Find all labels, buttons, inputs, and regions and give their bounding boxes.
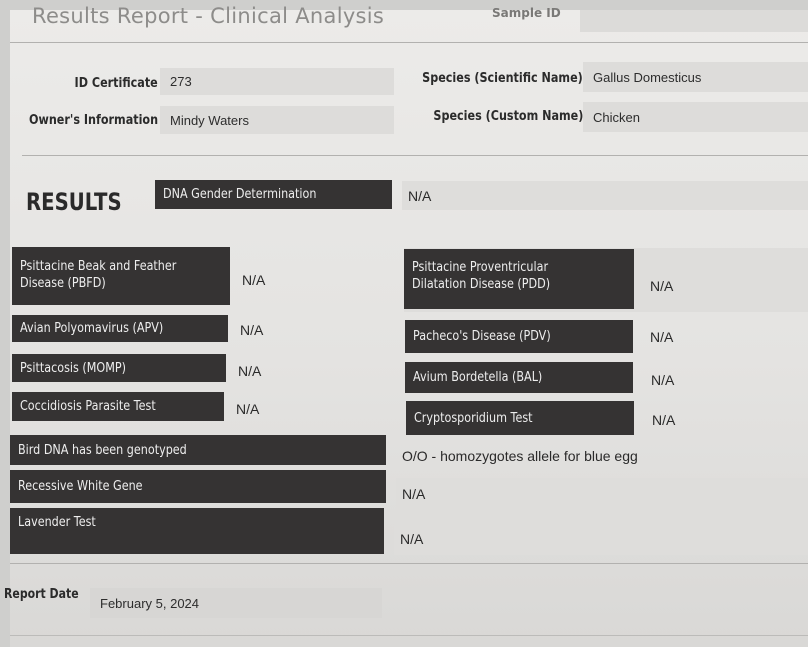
species-scientific-label: Species (Scientific Name) (422, 71, 583, 86)
test-label-recessive-white: Recessive White Gene (10, 470, 386, 503)
divider (10, 635, 808, 636)
test-label-apv: Avian Polyomavirus (APV) (12, 315, 228, 342)
dna-gender-value: N/A (402, 181, 808, 210)
species-custom-label: Species (Custom Name) (433, 109, 583, 124)
test-label-lavender: Lavender Test (10, 508, 384, 554)
test-value-pdd: N/A (650, 278, 674, 294)
report-page (4, 4, 808, 647)
test-value-coccidiosis: N/A (236, 401, 260, 417)
divider (10, 563, 808, 564)
sample-id-label: Sample ID (492, 6, 561, 20)
species-custom-value: Chicken (583, 102, 808, 132)
report-date-value: February 5, 2024 (90, 588, 382, 618)
test-value-apv: N/A (240, 322, 264, 338)
test-value-bal: N/A (651, 372, 675, 388)
test-value-genotyped: O/O - homozygotes allele for blue egg (402, 448, 638, 464)
test-label-pdv: Pacheco's Disease (PDV) (405, 320, 633, 353)
test-value-momp: N/A (238, 363, 262, 379)
test-value-recessive-white: N/A (396, 478, 808, 510)
test-label-pdd: Psittacine Proventricular Dilatation Disease (PDD) (404, 249, 634, 309)
test-label-momp: Psittacosis (MOMP) (12, 354, 226, 382)
owner-label: Owner's Information (28, 113, 158, 128)
test-label-genotyped: Bird DNA has been genotyped (10, 435, 386, 465)
divider (10, 42, 808, 43)
test-value-cryptosporidium: N/A (652, 412, 676, 428)
dna-gender-label: DNA Gender Determination (155, 180, 392, 209)
report-date-label: Report Date (4, 587, 79, 602)
test-label-pbfd: Psittacine Beak and Feather Disease (PBFD) (12, 247, 230, 305)
test-label-coccidiosis: Coccidiosis Parasite Test (12, 392, 224, 421)
report-title: Results Report - Clinical Analysis (32, 4, 385, 28)
test-value-pbfd: N/A (242, 272, 266, 288)
sample-id-field (580, 10, 808, 32)
id-certificate-label: ID Certificate (74, 76, 158, 91)
test-label-cryptosporidium: Cryptosporidium Test (406, 401, 634, 435)
divider (22, 155, 808, 156)
owner-value: Mindy Waters (160, 106, 394, 134)
test-value-lavender: N/A (394, 523, 808, 555)
id-certificate-value: 273 (160, 68, 394, 95)
results-heading: RESULTS (26, 188, 122, 216)
test-label-bal: Avium Bordetella (BAL) (405, 362, 633, 393)
test-value-pdv: N/A (650, 329, 674, 345)
species-scientific-value: Gallus Domesticus (583, 62, 808, 92)
